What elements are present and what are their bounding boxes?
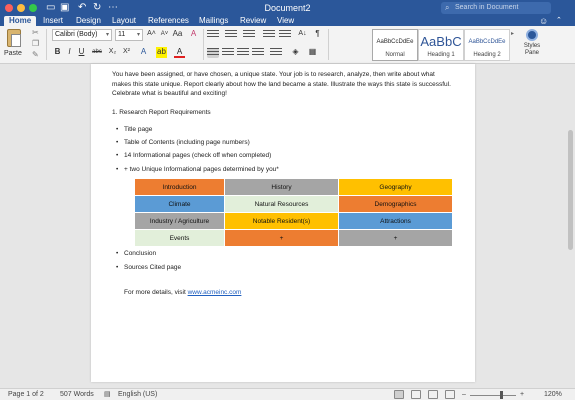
change-case-icon[interactable]: Aa <box>172 29 183 38</box>
status-bar <box>0 388 575 400</box>
style-sample: AaBbCcDdEe <box>376 39 414 45</box>
chevron-down-icon: ▾ <box>105 32 109 38</box>
title-bar <box>0 0 575 16</box>
style-heading-2[interactable] <box>464 29 510 61</box>
table-cell: Demographics <box>339 196 453 213</box>
cut-icon[interactable]: ✂ <box>32 28 39 37</box>
style-sample: AaBbC <box>420 34 462 49</box>
align-left-icon[interactable] <box>207 48 219 58</box>
feedback-smiley-icon[interactable]: ☺ <box>539 16 549 26</box>
list-item: • Sources Cited page <box>124 264 181 271</box>
styles-pane-label: Styles Pane <box>523 43 541 56</box>
chevron-down-icon: ▾ <box>136 32 140 38</box>
word-count[interactable]: 507 Words <box>60 391 94 398</box>
search-input[interactable] <box>441 2 551 14</box>
strikethrough-button[interactable]: abc <box>92 49 102 55</box>
undo-icon[interactable]: ↶ <box>78 2 87 13</box>
superscript-button[interactable]: X² <box>123 48 130 55</box>
web-layout-button[interactable] <box>411 390 421 399</box>
paste-button[interactable] <box>4 29 26 61</box>
text-effects-icon[interactable]: A <box>140 47 147 56</box>
highlight-color-icon[interactable]: ab <box>157 47 166 56</box>
tab-review[interactable]: Review <box>240 16 267 25</box>
table-cell: Attractions <box>339 213 453 230</box>
decrease-indent-icon[interactable] <box>263 30 275 40</box>
increase-indent-icon[interactable] <box>279 30 291 40</box>
zoom-slider[interactable] <box>470 395 516 396</box>
style-name: Normal <box>385 52 405 58</box>
table-cell: Notable Resident(s) <box>225 213 339 230</box>
tab-mailings[interactable]: Mailings <box>199 16 229 25</box>
language[interactable]: English (US) <box>118 391 158 398</box>
paste-label: Paste <box>4 50 22 57</box>
tab-layout[interactable]: Layout <box>112 16 137 25</box>
copy-icon[interactable]: ❐ <box>32 39 40 48</box>
style-name: Heading 1 <box>427 52 455 58</box>
table-cell: Natural Resources <box>225 196 339 213</box>
font-name-value: Calibri (Body) <box>55 31 98 38</box>
zoom-out-button[interactable]: – <box>462 391 466 398</box>
table-cell: Events <box>135 230 225 247</box>
outline-view-button[interactable] <box>428 390 438 399</box>
style-heading-1[interactable] <box>418 29 464 61</box>
zoom-in-button[interactable]: + <box>520 391 525 398</box>
styles-pane-icon <box>526 29 538 41</box>
search-placeholder: Search in Document <box>455 4 519 11</box>
font-size-select[interactable] <box>115 29 143 41</box>
clipboard-icon <box>7 29 21 47</box>
bullets-icon[interactable] <box>207 30 219 40</box>
grow-font-button[interactable]: A˄ <box>147 30 156 37</box>
underline-button[interactable]: U <box>78 47 85 56</box>
redo-icon[interactable]: ↻ <box>93 2 102 13</box>
shading-icon[interactable]: ◈ <box>292 47 299 56</box>
table-cell: + <box>339 230 453 247</box>
italic-button[interactable]: I <box>68 47 71 56</box>
tab-design[interactable]: Design <box>76 16 101 25</box>
list-item: • Title page <box>124 126 152 133</box>
focus-mode-button[interactable] <box>445 390 455 399</box>
print-layout-button[interactable] <box>394 390 404 399</box>
document-title: Document2 <box>264 3 311 13</box>
document-area <box>0 64 575 388</box>
requirements-table <box>135 179 453 249</box>
document-page[interactable] <box>91 64 475 382</box>
zoom-slider-handle[interactable] <box>500 391 503 399</box>
sort-icon[interactable]: A↓ <box>298 30 307 37</box>
list-item: • + two Unique Informational pages determined by you* <box>124 166 279 173</box>
requirements-heading: 1. Research Report Requirements <box>112 109 211 116</box>
ribbon-tabs <box>0 16 575 26</box>
list-item: • 14 Informational pages (check off when completed) <box>124 152 271 159</box>
tab-insert[interactable]: Insert <box>43 16 64 25</box>
line-spacing-icon[interactable] <box>270 48 282 58</box>
font-size-value: 11 <box>118 31 126 38</box>
bold-button[interactable]: B <box>54 47 61 56</box>
tab-references[interactable]: References <box>148 16 189 25</box>
styles-gallery-scroll[interactable]: ▸ <box>511 31 515 37</box>
align-center-icon[interactable] <box>222 48 234 58</box>
font-name-select[interactable] <box>52 29 112 41</box>
ribbon-divider <box>203 29 204 60</box>
style-name: Heading 2 <box>473 52 501 58</box>
details-line <box>124 289 241 296</box>
save-icon[interactable]: ▣ <box>60 2 70 13</box>
pilcrow-icon[interactable]: ¶ <box>315 29 320 38</box>
list-item: • Table of Contents (including page numbers) <box>124 139 250 146</box>
details-prefix: For more details, visit <box>124 289 188 296</box>
table-cell: History <box>225 179 339 196</box>
list-item: • Conclusion <box>124 250 156 257</box>
justify-icon[interactable] <box>252 48 264 58</box>
subscript-button[interactable]: X₂ <box>108 48 117 55</box>
zoom-level[interactable]: 120% <box>544 391 562 398</box>
clear-formatting-icon[interactable]: A <box>190 29 197 38</box>
table-cell: Industry / Agriculture <box>135 213 225 230</box>
align-right-icon[interactable] <box>237 48 249 58</box>
tab-home[interactable]: Home <box>4 16 36 26</box>
style-normal[interactable] <box>372 29 418 61</box>
intro-paragraph: You have been assigned, or have chosen, a unique state. Your job is to research, analyze, then write about what makes this state unique. Report clearly about how the land became a state. Illustrate the ways this state is successful. Celebrate what is beautiful and exciting! <box>112 71 451 97</box>
shrink-font-button[interactable]: A˅ <box>160 31 169 37</box>
ribbon-divider <box>46 29 47 60</box>
collapse-ribbon-icon[interactable]: ⌃ <box>556 17 562 24</box>
table-cell: Geography <box>339 179 453 196</box>
proofing-icon[interactable]: ▤ <box>104 391 111 398</box>
ribbon-divider <box>328 29 329 60</box>
more-commands-icon[interactable]: ⋯ <box>108 2 118 13</box>
numbering-icon[interactable] <box>225 30 237 40</box>
search-icon: ⌕ <box>445 3 450 12</box>
styles-pane-button[interactable] <box>518 29 546 61</box>
multilevel-list-icon[interactable] <box>243 30 255 40</box>
style-sample: AaBbCcDdEe <box>468 39 506 45</box>
tab-view[interactable]: View <box>277 16 295 25</box>
page-count[interactable]: Page 1 of 2 <box>8 391 44 398</box>
table-cell: + <box>225 230 339 247</box>
vertical-scrollbar[interactable] <box>568 130 573 250</box>
format-painter-icon[interactable]: ✎ <box>32 50 39 59</box>
table-cell: Introduction <box>135 179 225 196</box>
borders-icon[interactable]: ▦ <box>308 47 317 56</box>
ribbon-home <box>0 26 575 64</box>
sidebar-toggle-icon[interactable]: ▭ <box>46 2 56 13</box>
website-link[interactable]: www.acmeinc.com <box>187 289 242 296</box>
table-cell: Climate <box>135 196 225 213</box>
font-color-icon[interactable]: A <box>174 47 185 58</box>
